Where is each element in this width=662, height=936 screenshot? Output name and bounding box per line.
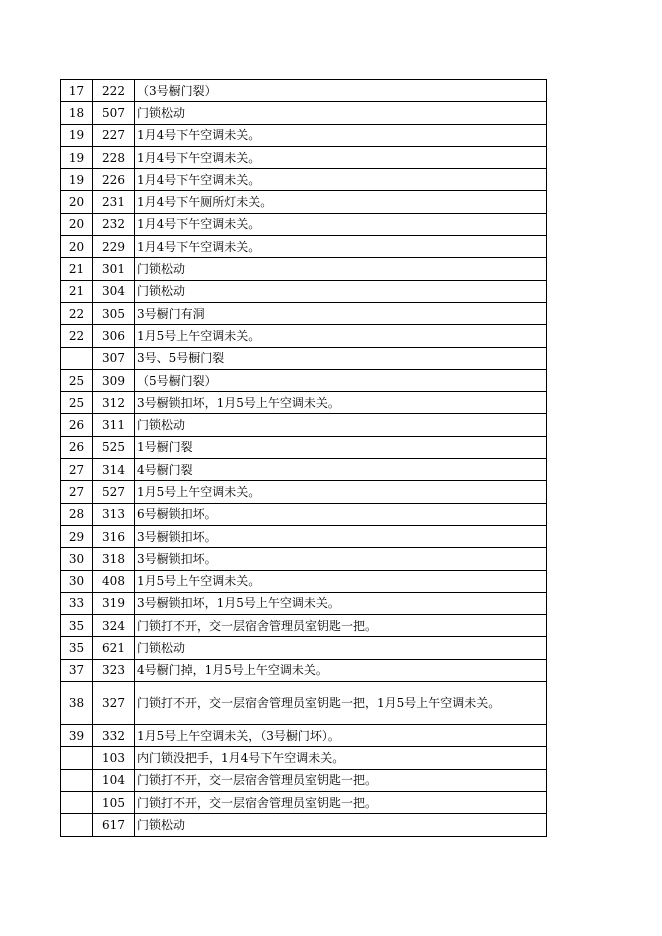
cell-room[interactable]: 229 xyxy=(93,236,135,258)
cell-note[interactable]: （3号橱门裂） xyxy=(135,80,547,102)
cell-floor[interactable]: 18 xyxy=(61,102,93,124)
cell-note[interactable]: 门锁打不开，交一层宿舍管理员室钥匙一把。 xyxy=(135,791,547,813)
cell-room[interactable]: 313 xyxy=(93,503,135,525)
cell-floor[interactable]: 38 xyxy=(61,682,93,725)
cell-note[interactable]: 1月4号下午厕所灯未关。 xyxy=(135,191,547,213)
cell-floor[interactable]: 22 xyxy=(61,325,93,347)
cell-note[interactable]: 门锁松动 xyxy=(135,258,547,280)
cell-note[interactable]: 内门锁没把手，1月4号下午空调未关。 xyxy=(135,747,547,769)
cell-note[interactable]: 1月5号上午空调未关。 xyxy=(135,570,547,592)
cell-note[interactable]: 1月4号下午空调未关。 xyxy=(135,236,547,258)
table-row xyxy=(61,124,547,146)
cell-room[interactable]: 227 xyxy=(93,124,135,146)
cell-note[interactable]: 1月4号下午空调未关。 xyxy=(135,146,547,168)
cell-floor[interactable] xyxy=(61,769,93,791)
cell-room[interactable]: 621 xyxy=(93,637,135,659)
cell-floor[interactable]: 21 xyxy=(61,258,93,280)
cell-floor[interactable]: 21 xyxy=(61,280,93,302)
table-row xyxy=(61,146,547,168)
cell-note[interactable]: 6号橱锁扣坏。 xyxy=(135,503,547,525)
cell-floor[interactable]: 27 xyxy=(61,459,93,481)
cell-note[interactable]: （5号橱门裂） xyxy=(135,369,547,391)
cell-note[interactable]: 3号橱锁扣坏，1月5号上午空调未关。 xyxy=(135,592,547,614)
cell-room[interactable]: 316 xyxy=(93,525,135,547)
cell-floor[interactable]: 30 xyxy=(61,570,93,592)
table-row xyxy=(61,392,547,414)
table-row xyxy=(61,347,547,369)
cell-note[interactable]: 门锁打不开，交一层宿舍管理员室钥匙一把。 xyxy=(135,769,547,791)
cell-room[interactable]: 312 xyxy=(93,392,135,414)
cell-room[interactable]: 507 xyxy=(93,102,135,124)
cell-floor[interactable]: 19 xyxy=(61,124,93,146)
cell-floor[interactable]: 20 xyxy=(61,236,93,258)
table-row xyxy=(61,570,547,592)
table-row xyxy=(61,791,547,813)
cell-room[interactable]: 324 xyxy=(93,615,135,637)
cell-floor[interactable]: 22 xyxy=(61,302,93,324)
cell-floor[interactable]: 33 xyxy=(61,592,93,614)
table-row xyxy=(61,769,547,791)
cell-floor[interactable]: 19 xyxy=(61,169,93,191)
cell-room[interactable]: 408 xyxy=(93,570,135,592)
table-row xyxy=(61,414,547,436)
table-row xyxy=(61,615,547,637)
table-row xyxy=(61,525,547,547)
table-row xyxy=(61,682,547,725)
cell-floor[interactable]: 29 xyxy=(61,525,93,547)
cell-floor[interactable]: 30 xyxy=(61,548,93,570)
cell-floor[interactable]: 25 xyxy=(61,392,93,414)
cell-room[interactable]: 318 xyxy=(93,548,135,570)
cell-room[interactable]: 304 xyxy=(93,280,135,302)
cell-note[interactable]: 3号橱锁扣坏。 xyxy=(135,525,547,547)
table-row xyxy=(61,369,547,391)
cell-note[interactable]: 1月5号上午空调未关。 xyxy=(135,481,547,503)
cell-floor[interactable]: 20 xyxy=(61,213,93,235)
cell-note[interactable]: 4号橱门裂 xyxy=(135,459,547,481)
table-row xyxy=(61,814,547,836)
cell-room[interactable]: 231 xyxy=(93,191,135,213)
table-row xyxy=(61,747,547,769)
table-row xyxy=(61,725,547,747)
cell-note[interactable]: 1月4号下午空调未关。 xyxy=(135,169,547,191)
cell-room[interactable]: 105 xyxy=(93,791,135,813)
cell-floor[interactable] xyxy=(61,347,93,369)
table-row xyxy=(61,169,547,191)
table-row xyxy=(61,548,547,570)
cell-floor[interactable]: 35 xyxy=(61,615,93,637)
cell-note[interactable]: 门锁打不开，交一层宿舍管理员室钥匙一把。 xyxy=(135,615,547,637)
cell-room[interactable]: 307 xyxy=(93,347,135,369)
cell-floor[interactable]: 19 xyxy=(61,146,93,168)
cell-room[interactable]: 327 xyxy=(93,682,135,725)
table-row xyxy=(61,459,547,481)
table-row xyxy=(61,436,547,458)
cell-note[interactable]: 3号橱锁扣坏。 xyxy=(135,548,547,570)
cell-note[interactable]: 门锁松动 xyxy=(135,414,547,436)
table-row xyxy=(61,592,547,614)
table-row xyxy=(61,302,547,324)
cell-room[interactable]: 527 xyxy=(93,481,135,503)
cell-floor[interactable]: 25 xyxy=(61,369,93,391)
cell-note[interactable]: 4号橱门掉，1月5号上午空调未关。 xyxy=(135,659,547,681)
table-row xyxy=(61,481,547,503)
cell-room[interactable]: 311 xyxy=(93,414,135,436)
cell-floor[interactable]: 26 xyxy=(61,436,93,458)
table-row xyxy=(61,102,547,124)
inspection-table xyxy=(60,79,547,837)
table-row xyxy=(61,258,547,280)
table-row xyxy=(61,213,547,235)
cell-room[interactable]: 232 xyxy=(93,213,135,235)
cell-room[interactable]: 525 xyxy=(93,436,135,458)
cell-note[interactable]: 门锁松动 xyxy=(135,637,547,659)
cell-note[interactable]: 门锁松动 xyxy=(135,280,547,302)
cell-room[interactable]: 306 xyxy=(93,325,135,347)
table-row xyxy=(61,191,547,213)
cell-room[interactable]: 222 xyxy=(93,80,135,102)
cell-floor[interactable]: 26 xyxy=(61,414,93,436)
cell-note[interactable]: 3号橱锁扣坏，1月5号上午空调未关。 xyxy=(135,392,547,414)
table-row xyxy=(61,280,547,302)
cell-floor[interactable]: 27 xyxy=(61,481,93,503)
table-row xyxy=(61,236,547,258)
cell-room[interactable]: 319 xyxy=(93,592,135,614)
cell-room[interactable]: 323 xyxy=(93,659,135,681)
cell-room[interactable]: 617 xyxy=(93,814,135,836)
table-row xyxy=(61,637,547,659)
table-row xyxy=(61,80,547,102)
cell-note[interactable]: 门锁松动 xyxy=(135,102,547,124)
cell-note[interactable]: 3号橱门有洞 xyxy=(135,302,547,324)
cell-note[interactable]: 3号、5号橱门裂 xyxy=(135,347,547,369)
cell-floor[interactable]: 35 xyxy=(61,637,93,659)
cell-room[interactable]: 305 xyxy=(93,302,135,324)
cell-room[interactable]: 332 xyxy=(93,725,135,747)
cell-note[interactable]: 门锁松动 xyxy=(135,814,547,836)
cell-note[interactable]: 1月4号下午空调未关。 xyxy=(135,124,547,146)
cell-note[interactable]: 1月5号上午空调未关，（3号橱门坏）。 xyxy=(135,725,547,747)
cell-floor[interactable]: 17 xyxy=(61,80,93,102)
table-row xyxy=(61,503,547,525)
table-row xyxy=(61,325,547,347)
cell-room[interactable]: 104 xyxy=(93,769,135,791)
cell-floor[interactable]: 37 xyxy=(61,659,93,681)
inspection-table-body xyxy=(61,80,547,837)
cell-note[interactable]: 1月4号下午空调未关。 xyxy=(135,213,547,235)
cell-note[interactable]: 1号橱门裂 xyxy=(135,436,547,458)
cell-note[interactable]: 门锁打不开，交一层宿舍管理员室钥匙一把，1月5号上午空调未关。 xyxy=(135,682,547,725)
cell-room[interactable]: 301 xyxy=(93,258,135,280)
cell-floor[interactable] xyxy=(61,814,93,836)
cell-floor[interactable] xyxy=(61,791,93,813)
cell-room[interactable]: 309 xyxy=(93,369,135,391)
table-row xyxy=(61,659,547,681)
cell-floor[interactable]: 28 xyxy=(61,503,93,525)
cell-floor[interactable]: 20 xyxy=(61,191,93,213)
cell-floor[interactable] xyxy=(61,747,93,769)
cell-room[interactable]: 103 xyxy=(93,747,135,769)
cell-note[interactable]: 1月5号上午空调未关。 xyxy=(135,325,547,347)
cell-floor[interactable]: 39 xyxy=(61,725,93,747)
cell-room[interactable]: 226 xyxy=(93,169,135,191)
cell-room[interactable]: 314 xyxy=(93,459,135,481)
cell-room[interactable]: 228 xyxy=(93,146,135,168)
